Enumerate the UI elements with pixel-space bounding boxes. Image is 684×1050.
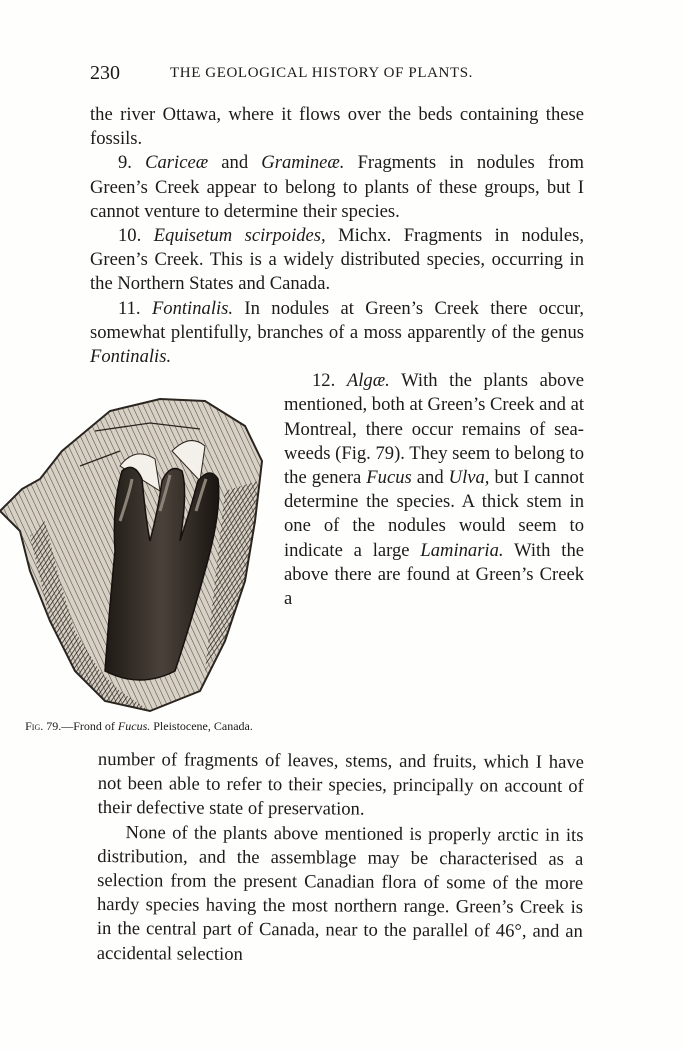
paragraph-distribution: None of the plants above mentioned is properly arctic in its distribution, and the assemblage may be characterised as a selection from the present Canadian flora of some of the more hardy species having the most northern range. Green’s Creek is in the central part of Canada, near to the parallel of 46°, and an accidental selection: [96, 821, 584, 965]
paragraph-continuation: the river Ottawa, where it flows over the beds containing these fossils.: [90, 104, 584, 150]
figure-79: [0, 371, 270, 756]
paragraph-item-11: 11. Fontinalis. In nodules at Green’s Creek there occur, somewhat plentifully, branches of a moss apparently of the genus Fontinalis.: [90, 297, 584, 368]
paragraph-item-12: 12. Algæ. With the plants above mentioned, both at Green’s Creek and at Montreal, there occur remains of sea-weeds (Fig. 79). They seem to belong to the genera Fucus and Ulva, but I cannot determine the species. A thick stem in one of the nodules would seem to indicate a large Laminaria. With the above there are found at Green’s Creek a: [284, 370, 584, 610]
lower-text: [97, 748, 584, 969]
page-number: 230: [90, 62, 120, 84]
paragraph-continuation-lower: number of fragments of leaves, stems, and fruits, which I have not been able to refer to their species, principally on account of their defective state of preservation.: [97, 749, 584, 821]
main-text: [25, 103, 584, 756]
page-header: [90, 62, 590, 90]
paragraph-item-10: 10. Equisetum scirpoides, Michx. Fragments in nodules, Green’s Creek. This is a widely distributed species, occurring in the Northern States and Canada.: [90, 225, 584, 295]
fucus-fossil-illustration: [0, 371, 270, 716]
running-title: THE GEOLOGICAL HISTORY OF PLANTS.: [170, 65, 473, 81]
figure-caption: Fig. 79.—Frond of Fucus. Pleistocene, Canada.: [25, 719, 253, 734]
paragraph-item-9: 9. Cariceæ and Gramineæ. Fragments in nodules from Green’s Creek appear to belong to plants of these groups, but I cannot venture to determine their species.: [90, 152, 584, 222]
